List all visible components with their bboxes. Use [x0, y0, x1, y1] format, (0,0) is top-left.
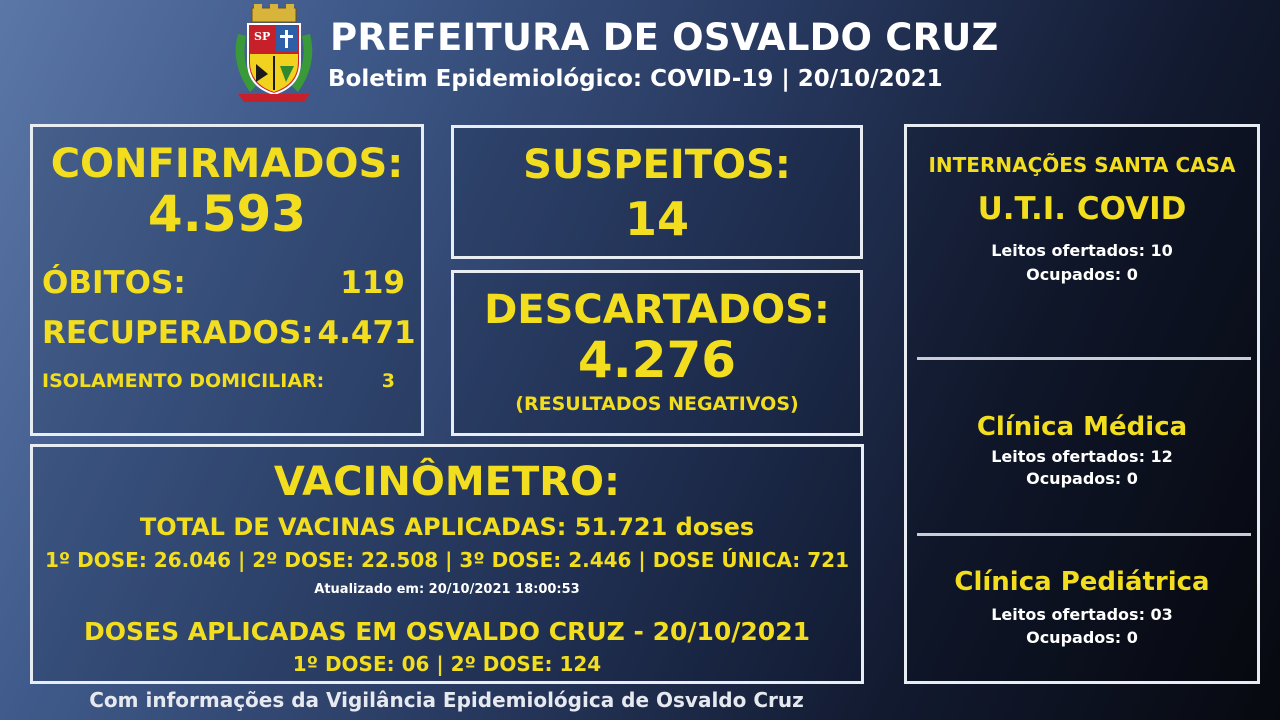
vaccine-updated-timestamp: Atualizado em: 20/10/2021 18:00:53 [314, 582, 580, 597]
deaths-value: 119 [340, 265, 405, 301]
discarded-panel [451, 270, 863, 436]
vaccine-meter-title: VACINÔMETRO: [273, 459, 621, 505]
medical-clinic-beds-occupied: Ocupados: 0 [1026, 469, 1138, 488]
deaths-label: ÓBITOS: [42, 265, 186, 301]
icu-beds-occupied: Ocupados: 0 [1026, 265, 1138, 284]
suspected-label: SUSPEITOS: [523, 142, 791, 188]
deaths-row [42, 265, 405, 301]
discarded-note: (RESULTADOS NEGATIVOS) [515, 393, 799, 415]
confirmed-panel [30, 124, 424, 436]
hospital-admissions-panel [904, 124, 1260, 684]
pediatric-clinic-beds-occupied: Ocupados: 0 [1026, 628, 1138, 647]
pediatric-clinic-title: Clínica Pediátrica [954, 567, 1210, 597]
recovered-row [42, 315, 416, 351]
recovered-label: RECUPERADOS: [42, 315, 314, 351]
medical-clinic-title: Clínica Médica [976, 412, 1188, 442]
section-divider [917, 533, 1251, 536]
confirmed-label: CONFIRMADOS: [50, 141, 404, 187]
discarded-value: 4.276 [577, 331, 737, 389]
page-title: PREFEITURA DE OSVALDO CRUZ [330, 16, 999, 59]
suspected-panel [451, 125, 863, 259]
icu-beds-offered: Leitos ofertados: 10 [991, 241, 1173, 260]
home-isolation-label: ISOLAMENTO DOMICILIAR: [42, 370, 325, 392]
discarded-label: DESCARTADOS: [484, 287, 830, 333]
local-doses-title: DOSES APLICADAS EM OSVALDO CRUZ - 20/10/2021 [84, 617, 810, 646]
pediatric-clinic-beds-offered: Leitos ofertados: 03 [991, 605, 1173, 624]
medical-clinic-beds-offered: Leitos ofertados: 12 [991, 447, 1173, 466]
city-crest-logo [230, 4, 318, 106]
suspected-value: 14 [624, 192, 689, 246]
vaccine-doses: 1º DOSE: 26.046 | 2º DOSE: 22.508 | 3º DOSE: 2.446 | DOSE ÚNICA: 721 [45, 548, 849, 572]
vaccine-meter-panel [30, 444, 864, 684]
page-subtitle: Boletim Epidemiológico: COVID-19 | 20/10/2021 [328, 66, 943, 92]
footer-source-note: Com informações da Vigilância Epidemiológica de Osvaldo Cruz [89, 688, 804, 712]
hospital-title: INTERNAÇÕES SANTA CASA [928, 153, 1236, 177]
section-divider [917, 357, 1251, 360]
recovered-value: 4.471 [317, 315, 416, 351]
crest-monogram: SP [254, 30, 271, 43]
local-doses-values: 1º DOSE: 06 | 2º DOSE: 124 [292, 652, 602, 676]
home-isolation-row [42, 370, 395, 392]
vaccine-total: TOTAL DE VACINAS APLICADAS: 51.721 doses [139, 513, 755, 541]
confirmed-value: 4.593 [147, 185, 307, 243]
home-isolation-value: 3 [381, 370, 395, 392]
icu-title: U.T.I. COVID [977, 191, 1187, 227]
